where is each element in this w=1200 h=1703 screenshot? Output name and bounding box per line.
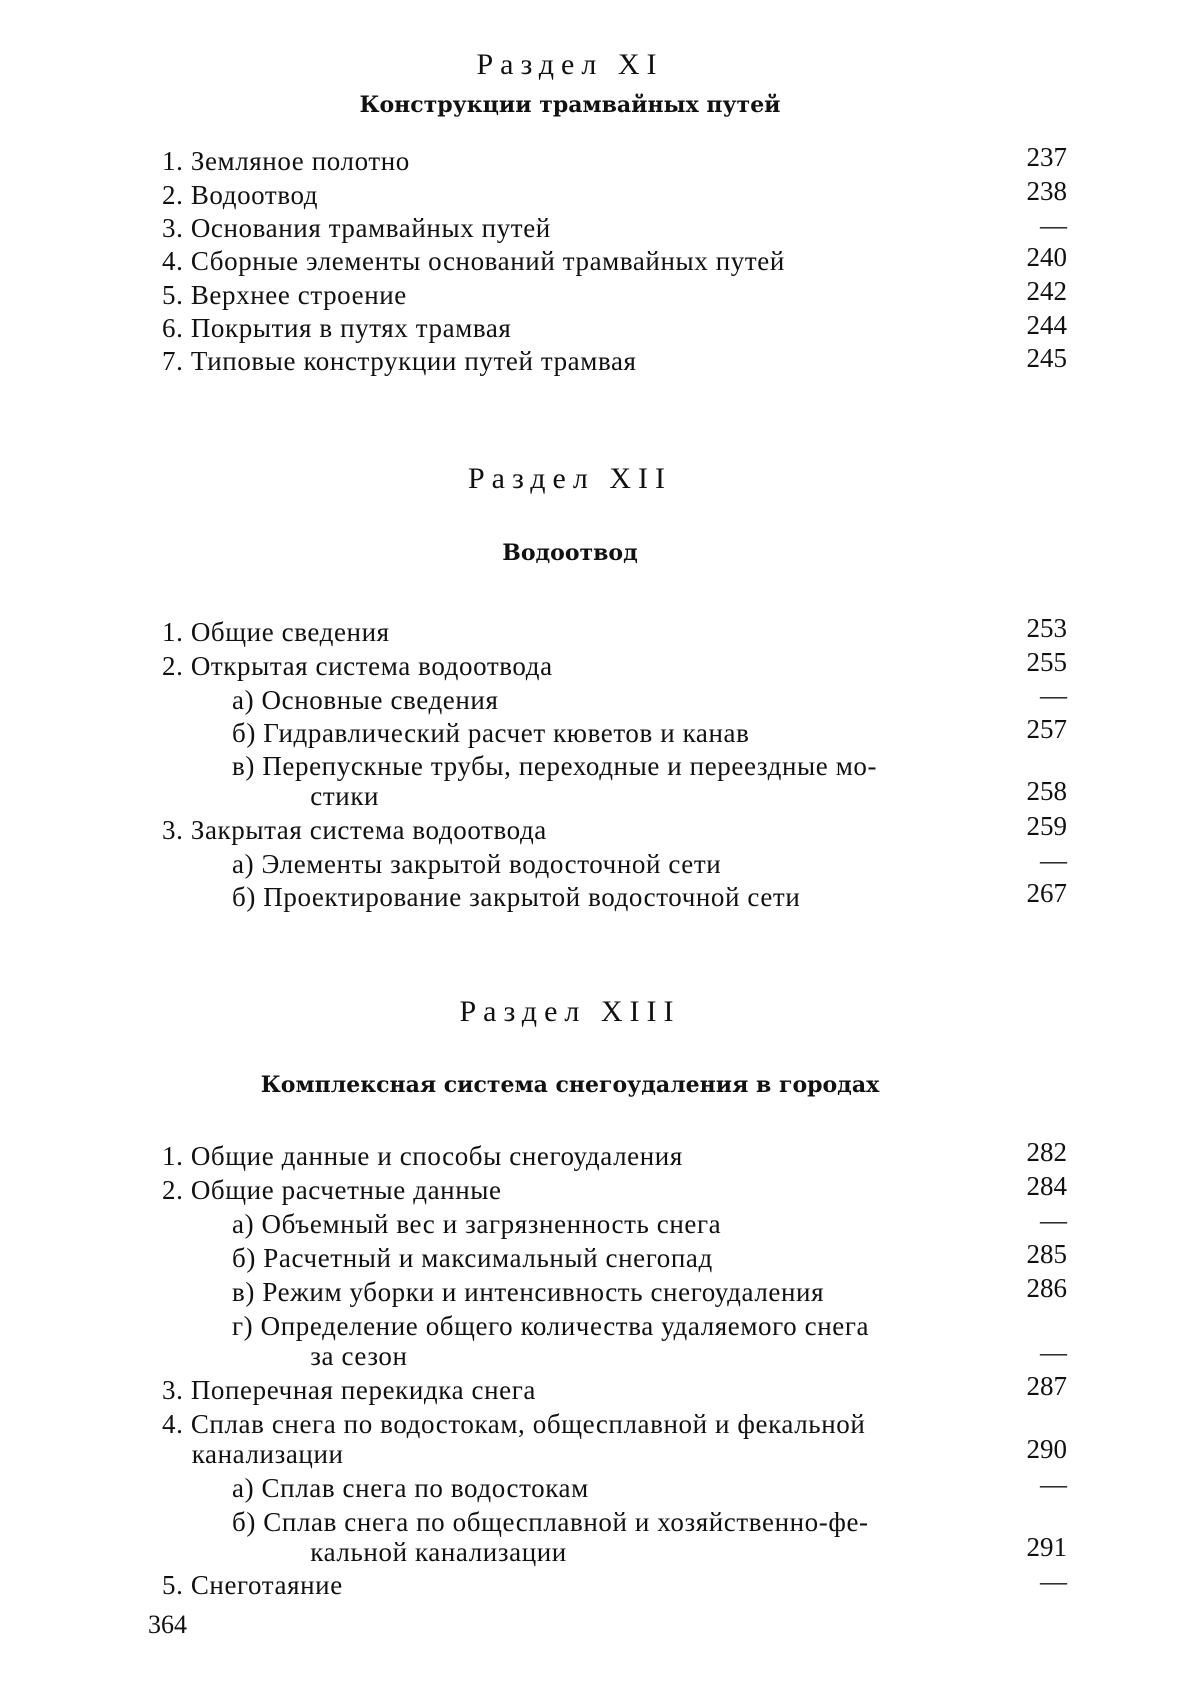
entry-title: Объемный вес и загрязненность снега bbox=[261, 1209, 722, 1239]
toc-entry bbox=[162, 1409, 982, 1469]
entry-title: Сборные элементы оснований трамвайных путей bbox=[190, 246, 785, 276]
toc-entry bbox=[162, 617, 390, 648]
entry-page: — bbox=[1040, 845, 1067, 875]
entry-title: Сплав снега по водостокам, общесплавной и фекальной bbox=[190, 1409, 866, 1439]
entry-page: — bbox=[1040, 1566, 1067, 1596]
entry-page: 237 bbox=[1026, 142, 1067, 172]
entry-letter: а) bbox=[232, 849, 255, 879]
section-label: Раздел XI bbox=[476, 48, 664, 81]
entry-title: Земляное полотно bbox=[190, 146, 410, 176]
entry-title: Основные сведения bbox=[261, 685, 499, 715]
toc-subentry bbox=[232, 849, 721, 880]
entry-number: 7. bbox=[162, 346, 184, 376]
toc-subentry bbox=[232, 1507, 972, 1567]
toc-entry bbox=[162, 213, 551, 244]
entry-page: 291 bbox=[1026, 1532, 1067, 1562]
toc-subentry bbox=[232, 1473, 589, 1504]
entry-title: Расчетный и максимальный снегопад bbox=[263, 1243, 713, 1273]
entry-title: Режим уборки и интенсивность снегоудаления bbox=[262, 1277, 825, 1307]
entry-number: 1. bbox=[162, 146, 184, 176]
entry-letter: в) bbox=[232, 1277, 255, 1307]
entry-page: 240 bbox=[1026, 242, 1067, 272]
entry-title: Перепускные трубы, переходные и переездные мо- bbox=[262, 751, 878, 781]
toc-entry bbox=[162, 651, 553, 682]
entry-title: Поперечная перекидка снега bbox=[190, 1375, 536, 1405]
entry-number: 1. bbox=[162, 1141, 184, 1171]
entry-page: 287 bbox=[1026, 1371, 1067, 1401]
entry-title: Общие сведения bbox=[190, 617, 390, 647]
entry-title: Элементы закрытой водосточной сети bbox=[261, 849, 722, 879]
page-number: 364 bbox=[148, 1610, 187, 1639]
entry-title-continuation: стики bbox=[310, 781, 380, 811]
entry-page: 284 bbox=[1026, 1171, 1067, 1201]
toc-entry bbox=[162, 180, 318, 211]
entry-page: 238 bbox=[1026, 176, 1067, 206]
toc-entry bbox=[162, 1175, 502, 1206]
entry-title: Типовые конструкции путей трамвая bbox=[190, 346, 637, 376]
entry-page: 258 bbox=[1026, 776, 1067, 806]
entry-number: 2. bbox=[162, 651, 184, 681]
entry-title: Сплав снега по общесплавной и хозяйственно-фе- bbox=[263, 1507, 869, 1537]
entry-number: 5. bbox=[162, 1570, 184, 1600]
entry-title: Общие данные и способы снегоудаления bbox=[190, 1141, 683, 1171]
entry-page: 257 bbox=[1026, 714, 1067, 744]
entry-title: Основания трамвайных путей bbox=[190, 213, 551, 243]
entry-title: Верхнее строение bbox=[190, 280, 407, 310]
entry-letter: а) bbox=[232, 1473, 255, 1503]
entry-page: — bbox=[1040, 680, 1067, 710]
entry-page: 290 bbox=[1026, 1434, 1067, 1464]
section-title: Конструкции трамвайных путей bbox=[359, 92, 781, 118]
entry-number: 1. bbox=[162, 617, 184, 647]
entry-page: 282 bbox=[1026, 1137, 1067, 1167]
entry-letter: в) bbox=[232, 751, 255, 781]
entry-number: 6. bbox=[162, 313, 184, 343]
entry-page: — bbox=[1040, 1469, 1067, 1499]
entry-title: Сплав снега по водостокам bbox=[261, 1473, 589, 1503]
entry-title: Гидравлический расчет кюветов и канав bbox=[263, 718, 750, 748]
entry-number: 4. bbox=[162, 246, 184, 276]
entry-title: Покрытия в путях трамвая bbox=[190, 313, 512, 343]
entry-title: Закрытая система водоотвода bbox=[190, 815, 547, 845]
toc-subentry bbox=[232, 751, 972, 811]
toc-entry bbox=[162, 1570, 343, 1601]
entry-page: 267 bbox=[1026, 878, 1067, 908]
toc-subentry bbox=[232, 1311, 972, 1371]
entry-number: 3. bbox=[162, 213, 184, 243]
entry-letter: б) bbox=[232, 1243, 256, 1273]
entry-letter: а) bbox=[232, 685, 255, 715]
entry-page: 244 bbox=[1026, 310, 1067, 340]
entry-page: — bbox=[1040, 1205, 1067, 1235]
entry-title: Водоотвод bbox=[190, 180, 319, 210]
entry-number: 3. bbox=[162, 1375, 184, 1405]
section-label: Раздел XIII bbox=[459, 995, 681, 1028]
toc-subentry bbox=[232, 718, 749, 749]
toc-entry bbox=[162, 1141, 683, 1172]
toc-subentry bbox=[232, 882, 800, 913]
entry-page: 253 bbox=[1026, 613, 1067, 643]
entry-letter: б) bbox=[232, 718, 256, 748]
entry-title: Снеготаяние bbox=[190, 1570, 343, 1600]
toc-entry bbox=[162, 280, 407, 311]
entry-title-continuation: кальной канализации bbox=[310, 1537, 567, 1567]
entry-number: 3. bbox=[162, 815, 184, 845]
toc-subentry bbox=[232, 1243, 713, 1274]
section-title: Комплексная система снегоудаления в городах bbox=[260, 1072, 880, 1098]
entry-page: 242 bbox=[1026, 276, 1067, 306]
entry-title-continuation: за сезон bbox=[310, 1341, 408, 1371]
entry-number: 2. bbox=[162, 1175, 184, 1205]
entry-letter: б) bbox=[232, 882, 256, 912]
toc-entry bbox=[162, 246, 785, 277]
entry-title: Проектирование закрытой водосточной сети bbox=[263, 882, 801, 912]
toc-entry bbox=[162, 146, 410, 177]
entry-letter: г) bbox=[232, 1311, 254, 1341]
entry-title: Общие расчетные данные bbox=[190, 1175, 502, 1205]
toc-subentry bbox=[232, 1277, 824, 1308]
toc-entry bbox=[162, 1375, 536, 1406]
entry-number: 5. bbox=[162, 280, 184, 310]
entry-page: 285 bbox=[1026, 1239, 1067, 1269]
section-label: Раздел XII bbox=[467, 462, 672, 495]
entry-title-continuation: канализации bbox=[191, 1439, 344, 1469]
entry-number: 2. bbox=[162, 180, 184, 210]
entry-page: 255 bbox=[1026, 647, 1067, 677]
toc-entry bbox=[162, 313, 511, 344]
entry-title: Определение общего количества удаляемого снега bbox=[260, 1311, 870, 1341]
toc-entry bbox=[162, 815, 547, 846]
entry-page: — bbox=[1040, 210, 1067, 240]
section-title: Водоотвод bbox=[502, 540, 638, 566]
entry-page: 259 bbox=[1026, 811, 1067, 841]
entry-letter: а) bbox=[232, 1209, 255, 1239]
toc-entry bbox=[162, 346, 637, 377]
toc-subentry bbox=[232, 1209, 721, 1240]
toc-subentry bbox=[232, 685, 499, 716]
entry-page: — bbox=[1040, 1337, 1067, 1367]
entry-number: 4. bbox=[162, 1409, 184, 1439]
entry-letter: б) bbox=[232, 1507, 256, 1537]
entry-page: 245 bbox=[1026, 343, 1067, 373]
entry-page: 286 bbox=[1026, 1273, 1067, 1303]
entry-title: Открытая система водоотвода bbox=[190, 651, 553, 681]
